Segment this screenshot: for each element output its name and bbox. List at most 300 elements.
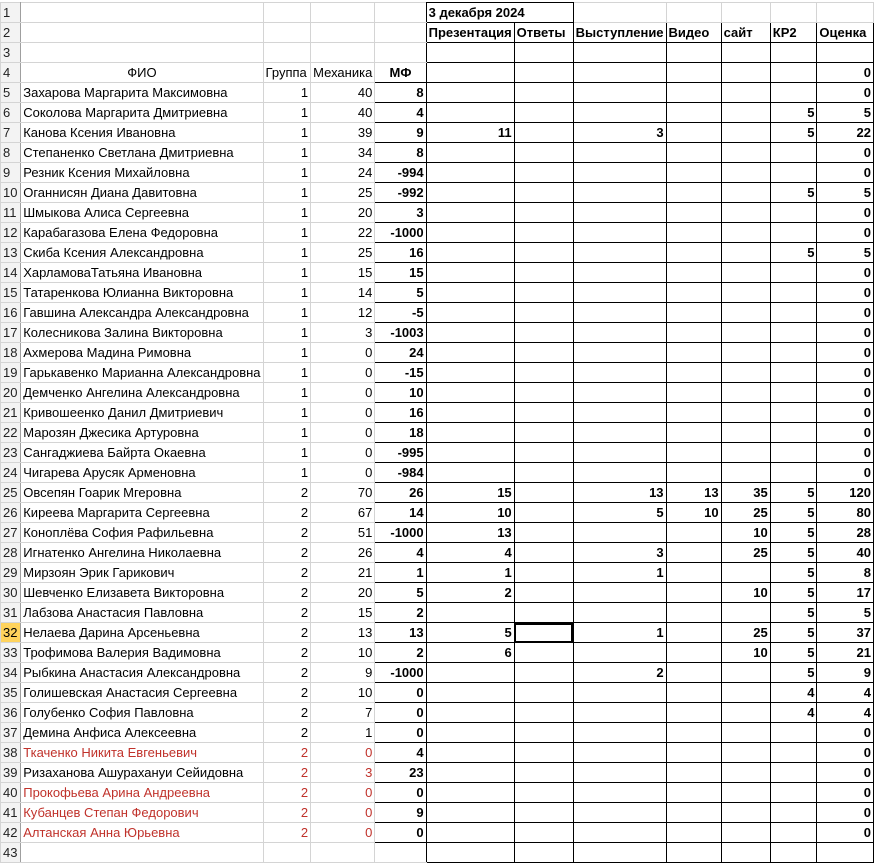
row-header[interactable]: 9 bbox=[1, 163, 21, 183]
cell-t[interactable]: 13 bbox=[573, 483, 666, 503]
cell-a[interactable] bbox=[514, 503, 573, 523]
cell-k[interactable]: 5 bbox=[770, 123, 817, 143]
cell-p[interactable] bbox=[426, 343, 514, 363]
cell-o[interactable]: 4 bbox=[817, 703, 874, 723]
cell-v[interactable] bbox=[666, 103, 721, 123]
cell-p[interactable] bbox=[426, 443, 514, 463]
cell-s[interactable] bbox=[721, 243, 770, 263]
cell-mech[interactable]: 15 bbox=[311, 263, 375, 283]
cell-mf[interactable]: 0 bbox=[375, 823, 426, 843]
cell-mf[interactable]: 0 bbox=[375, 703, 426, 723]
cell-t[interactable] bbox=[573, 823, 666, 843]
cell-s[interactable] bbox=[721, 263, 770, 283]
cell-fio[interactable]: Прокофьева Арина Андреевна bbox=[21, 783, 263, 803]
cell-mech[interactable]: 10 bbox=[311, 683, 375, 703]
cell-o[interactable]: 120 bbox=[817, 483, 874, 503]
cell-t[interactable] bbox=[573, 683, 666, 703]
cell-k[interactable]: 5 bbox=[770, 603, 817, 623]
cell-t[interactable] bbox=[573, 323, 666, 343]
cell-mech[interactable]: 0 bbox=[311, 423, 375, 443]
cell-mf[interactable]: -992 bbox=[375, 183, 426, 203]
cell-t[interactable] bbox=[573, 723, 666, 743]
cell-fio[interactable]: Гарькавенко Марианна Александровна bbox=[21, 363, 263, 383]
cell-group[interactable]: 2 bbox=[263, 743, 311, 763]
cell-s[interactable] bbox=[721, 683, 770, 703]
cell-a[interactable] bbox=[514, 583, 573, 603]
header-talk[interactable]: Выступление bbox=[573, 23, 666, 43]
cell-a[interactable] bbox=[514, 483, 573, 503]
cell-k[interactable] bbox=[770, 783, 817, 803]
cell-t[interactable] bbox=[573, 403, 666, 423]
cell-a[interactable] bbox=[514, 703, 573, 723]
cell-mf[interactable]: -1000 bbox=[375, 223, 426, 243]
cell-mech[interactable]: 34 bbox=[311, 143, 375, 163]
row-header[interactable]: 8 bbox=[1, 143, 21, 163]
cell-s[interactable]: 10 bbox=[721, 583, 770, 603]
header-fio[interactable]: ФИО bbox=[21, 63, 263, 83]
cell-group[interactable]: 1 bbox=[263, 223, 311, 243]
cell-t[interactable]: 3 bbox=[573, 123, 666, 143]
row-header[interactable]: 24 bbox=[1, 463, 21, 483]
cell-p[interactable] bbox=[426, 383, 514, 403]
cell-mech[interactable]: 0 bbox=[311, 383, 375, 403]
cell-v[interactable] bbox=[666, 623, 721, 643]
cell-k[interactable] bbox=[770, 403, 817, 423]
cell-a[interactable] bbox=[514, 423, 573, 443]
cell-fio[interactable]: Чигарева Арусяк Арменовна bbox=[21, 463, 263, 483]
cell-mech[interactable]: 70 bbox=[311, 483, 375, 503]
cell-fio[interactable]: Трофимова Валерия Вадимовна bbox=[21, 643, 263, 663]
cell-t[interactable] bbox=[573, 343, 666, 363]
cell-s[interactable] bbox=[721, 723, 770, 743]
cell-v[interactable] bbox=[666, 523, 721, 543]
cell-v[interactable] bbox=[666, 603, 721, 623]
cell-p[interactable] bbox=[426, 823, 514, 843]
cell-o[interactable]: 80 bbox=[817, 503, 874, 523]
cell-group[interactable]: 2 bbox=[263, 583, 311, 603]
cell-mech[interactable]: 20 bbox=[311, 203, 375, 223]
row-header[interactable]: 20 bbox=[1, 383, 21, 403]
cell-v[interactable] bbox=[666, 803, 721, 823]
cell-fio[interactable]: Колесникова Залина Викторовна bbox=[21, 323, 263, 343]
cell-group[interactable]: 1 bbox=[263, 383, 311, 403]
cell-o[interactable]: 0 bbox=[817, 403, 874, 423]
cell-t[interactable] bbox=[573, 383, 666, 403]
cell-group[interactable]: 2 bbox=[263, 523, 311, 543]
cell-mech[interactable]: 39 bbox=[311, 123, 375, 143]
cell-k[interactable] bbox=[770, 463, 817, 483]
cell-k[interactable]: 5 bbox=[770, 523, 817, 543]
cell-t[interactable] bbox=[573, 603, 666, 623]
cell-group[interactable]: 2 bbox=[263, 763, 311, 783]
cell-s[interactable] bbox=[721, 663, 770, 683]
cell-fio[interactable]: Сангаджиева Байрта Окаевна bbox=[21, 443, 263, 463]
cell-p[interactable] bbox=[426, 403, 514, 423]
cell-o[interactable]: 21 bbox=[817, 643, 874, 663]
cell-k[interactable] bbox=[770, 723, 817, 743]
cell-a[interactable] bbox=[514, 743, 573, 763]
row-header[interactable]: 39 bbox=[1, 763, 21, 783]
cell-s[interactable]: 10 bbox=[721, 523, 770, 543]
cell-group[interactable]: 1 bbox=[263, 183, 311, 203]
cell-o[interactable]: 0 bbox=[817, 423, 874, 443]
cell-p[interactable]: 10 bbox=[426, 503, 514, 523]
cell-fio[interactable]: Ткаченко Никита Евгеньевич bbox=[21, 743, 263, 763]
cell-k[interactable] bbox=[770, 743, 817, 763]
row-header[interactable]: 40 bbox=[1, 783, 21, 803]
row-header[interactable]: 34 bbox=[1, 663, 21, 683]
cell-k[interactable]: 5 bbox=[770, 663, 817, 683]
cell-v[interactable] bbox=[666, 783, 721, 803]
cell-s[interactable]: 25 bbox=[721, 503, 770, 523]
cell-a[interactable] bbox=[514, 523, 573, 543]
cell-mf[interactable]: -15 bbox=[375, 363, 426, 383]
cell-a[interactable] bbox=[514, 663, 573, 683]
row-header[interactable]: 4 bbox=[1, 63, 21, 83]
cell-mech[interactable]: 24 bbox=[311, 163, 375, 183]
cell-fio[interactable]: Кубанцев Степан Федорович bbox=[21, 803, 263, 823]
cell-a[interactable] bbox=[514, 723, 573, 743]
cell-a[interactable] bbox=[514, 363, 573, 383]
cell-mf[interactable]: 4 bbox=[375, 543, 426, 563]
cell-v[interactable] bbox=[666, 723, 721, 743]
cell-s[interactable] bbox=[721, 223, 770, 243]
cell-group[interactable]: 1 bbox=[263, 443, 311, 463]
cell-mech[interactable]: 3 bbox=[311, 323, 375, 343]
cell-mf[interactable]: -5 bbox=[375, 303, 426, 323]
cell-k[interactable] bbox=[770, 163, 817, 183]
cell-p[interactable] bbox=[426, 163, 514, 183]
cell-v[interactable] bbox=[666, 743, 721, 763]
cell-k[interactable]: 5 bbox=[770, 643, 817, 663]
cell-o[interactable]: 0 bbox=[817, 163, 874, 183]
row-header[interactable]: 28 bbox=[1, 543, 21, 563]
cell-p[interactable]: 13 bbox=[426, 523, 514, 543]
cell-p[interactable] bbox=[426, 283, 514, 303]
cell-k[interactable]: 5 bbox=[770, 183, 817, 203]
cell-group[interactable]: 2 bbox=[263, 603, 311, 623]
cell-fio[interactable]: Киреева Маргарита Сергеевна bbox=[21, 503, 263, 523]
cell-o[interactable]: 5 bbox=[817, 603, 874, 623]
cell-p[interactable] bbox=[426, 463, 514, 483]
cell-k[interactable]: 5 bbox=[770, 583, 817, 603]
cell-group[interactable]: 2 bbox=[263, 543, 311, 563]
cell-p[interactable] bbox=[426, 323, 514, 343]
cell-s[interactable] bbox=[721, 403, 770, 423]
header-group[interactable]: Группа bbox=[263, 63, 311, 83]
cell-fio[interactable]: Ахмерова Мадина Римовна bbox=[21, 343, 263, 363]
cell-p[interactable]: 6 bbox=[426, 643, 514, 663]
cell-s[interactable] bbox=[721, 443, 770, 463]
cell-mf[interactable]: 26 bbox=[375, 483, 426, 503]
cell-fio[interactable]: Нелаева Дарина Арсеньевна bbox=[21, 623, 263, 643]
cell-k[interactable] bbox=[770, 143, 817, 163]
cell-group[interactable]: 1 bbox=[263, 263, 311, 283]
row-header[interactable]: 23 bbox=[1, 443, 21, 463]
cell-t[interactable] bbox=[573, 783, 666, 803]
row-header[interactable]: 1 bbox=[1, 3, 21, 23]
cell-group[interactable]: 2 bbox=[263, 683, 311, 703]
row-header[interactable]: 26 bbox=[1, 503, 21, 523]
cell-s[interactable] bbox=[721, 563, 770, 583]
cell-s[interactable] bbox=[721, 603, 770, 623]
cell-group[interactable]: 2 bbox=[263, 643, 311, 663]
cell-v[interactable] bbox=[666, 223, 721, 243]
cell-o[interactable]: 17 bbox=[817, 583, 874, 603]
cell-o[interactable]: 0 bbox=[817, 203, 874, 223]
cell-mech[interactable]: 20 bbox=[311, 583, 375, 603]
cell-v[interactable] bbox=[666, 243, 721, 263]
cell-mf[interactable]: 18 bbox=[375, 423, 426, 443]
cell-fio[interactable]: Коноплёва София Рафильевна bbox=[21, 523, 263, 543]
cell-group[interactable]: 2 bbox=[263, 703, 311, 723]
cell-t[interactable]: 1 bbox=[573, 623, 666, 643]
row-header[interactable]: 25 bbox=[1, 483, 21, 503]
cell-mf[interactable]: 5 bbox=[375, 583, 426, 603]
cell-a[interactable] bbox=[514, 203, 573, 223]
row-header[interactable]: 30 bbox=[1, 583, 21, 603]
cell-v[interactable] bbox=[666, 83, 721, 103]
cell-mech[interactable]: 3 bbox=[311, 763, 375, 783]
cell-v[interactable] bbox=[666, 303, 721, 323]
cell-p[interactable] bbox=[426, 243, 514, 263]
row-header[interactable]: 31 bbox=[1, 603, 21, 623]
cell-mech[interactable]: 1 bbox=[311, 723, 375, 743]
cell-group[interactable]: 1 bbox=[263, 283, 311, 303]
cell-fio[interactable]: Мирзоян Эрик Гарикович bbox=[21, 563, 263, 583]
row-header[interactable]: 15 bbox=[1, 283, 21, 303]
cell-mech[interactable]: 51 bbox=[311, 523, 375, 543]
cell-fio[interactable]: Лабзова Анастасия Павловна bbox=[21, 603, 263, 623]
cell-t[interactable] bbox=[573, 523, 666, 543]
cell-v[interactable] bbox=[666, 123, 721, 143]
row-header[interactable]: 10 bbox=[1, 183, 21, 203]
cell-t[interactable] bbox=[573, 203, 666, 223]
cell-mech[interactable]: 15 bbox=[311, 603, 375, 623]
cell-s[interactable] bbox=[721, 703, 770, 723]
cell-a[interactable] bbox=[514, 783, 573, 803]
cell-mech[interactable]: 7 bbox=[311, 703, 375, 723]
cell-fio[interactable]: Марозян Джесика Артуровна bbox=[21, 423, 263, 443]
cell-v[interactable] bbox=[666, 283, 721, 303]
cell-mf[interactable]: 8 bbox=[375, 143, 426, 163]
cell-k[interactable]: 5 bbox=[770, 563, 817, 583]
cell-k[interactable] bbox=[770, 203, 817, 223]
cell-s[interactable]: 35 bbox=[721, 483, 770, 503]
cell-a[interactable] bbox=[514, 543, 573, 563]
cell-mf[interactable]: 1 bbox=[375, 563, 426, 583]
row-header[interactable]: 7 bbox=[1, 123, 21, 143]
cell-s[interactable] bbox=[721, 343, 770, 363]
cell-p[interactable] bbox=[426, 603, 514, 623]
cell-v[interactable] bbox=[666, 263, 721, 283]
cell-k[interactable]: 5 bbox=[770, 103, 817, 123]
cell-mf[interactable]: 0 bbox=[375, 723, 426, 743]
cell-o[interactable]: 0 bbox=[817, 263, 874, 283]
row-header[interactable]: 11 bbox=[1, 203, 21, 223]
cell-fio[interactable]: Демина Анфиса Алексеевна bbox=[21, 723, 263, 743]
cell-a[interactable] bbox=[514, 803, 573, 823]
cell-mf[interactable]: -994 bbox=[375, 163, 426, 183]
cell-fio[interactable]: Шевченко Елизавета Викторовна bbox=[21, 583, 263, 603]
cell-mf[interactable]: 9 bbox=[375, 803, 426, 823]
cell-mf[interactable]: 5 bbox=[375, 283, 426, 303]
cell-v[interactable] bbox=[666, 423, 721, 443]
cell-p[interactable] bbox=[426, 683, 514, 703]
cell-a[interactable] bbox=[514, 183, 573, 203]
cell-group[interactable]: 2 bbox=[263, 663, 311, 683]
cell-t[interactable] bbox=[573, 183, 666, 203]
cell-group[interactable]: 2 bbox=[263, 783, 311, 803]
cell-group[interactable]: 2 bbox=[263, 823, 311, 843]
cell-t[interactable]: 5 bbox=[573, 503, 666, 523]
row-header[interactable]: 12 bbox=[1, 223, 21, 243]
cell-s[interactable]: 25 bbox=[721, 543, 770, 563]
cell-p[interactable] bbox=[426, 763, 514, 783]
row-header[interactable]: 17 bbox=[1, 323, 21, 343]
cell-o[interactable]: 0 bbox=[817, 823, 874, 843]
cell-v[interactable] bbox=[666, 583, 721, 603]
cell-v[interactable] bbox=[666, 383, 721, 403]
cell-k[interactable]: 5 bbox=[770, 623, 817, 643]
cell-mech[interactable]: 14 bbox=[311, 283, 375, 303]
cell-group[interactable]: 2 bbox=[263, 723, 311, 743]
cell-mf[interactable]: 0 bbox=[375, 783, 426, 803]
header-mech[interactable]: Механика bbox=[311, 63, 375, 83]
cell-fio[interactable]: Карабагазова Елена Федоровна bbox=[21, 223, 263, 243]
cell-mf[interactable]: 14 bbox=[375, 503, 426, 523]
cell-mech[interactable]: 0 bbox=[311, 783, 375, 803]
cell-group[interactable]: 1 bbox=[263, 323, 311, 343]
cell-mech[interactable]: 0 bbox=[311, 463, 375, 483]
cell-p[interactable] bbox=[426, 143, 514, 163]
cell-mf[interactable]: 4 bbox=[375, 743, 426, 763]
header-mf[interactable]: МФ bbox=[375, 63, 426, 83]
cell-o[interactable]: 0 bbox=[817, 723, 874, 743]
cell-s[interactable] bbox=[721, 463, 770, 483]
cell-t[interactable] bbox=[573, 583, 666, 603]
cell-a[interactable] bbox=[514, 643, 573, 663]
cell-p[interactable] bbox=[426, 223, 514, 243]
cell-p[interactable] bbox=[426, 783, 514, 803]
cell-fio[interactable]: Татаренкова Юлианна Викторовна bbox=[21, 283, 263, 303]
cell-o[interactable]: 0 bbox=[817, 283, 874, 303]
cell-p[interactable]: 2 bbox=[426, 583, 514, 603]
row-header[interactable]: 27 bbox=[1, 523, 21, 543]
cell-group[interactable]: 1 bbox=[263, 83, 311, 103]
cell-o[interactable]: 9 bbox=[817, 663, 874, 683]
cell-o[interactable]: 5 bbox=[817, 243, 874, 263]
cell-v[interactable] bbox=[666, 683, 721, 703]
date-title-cell[interactable]: 3 декабря 2024 bbox=[426, 3, 573, 23]
cell-a[interactable] bbox=[514, 823, 573, 843]
cell-t[interactable] bbox=[573, 263, 666, 283]
cell-group[interactable]: 1 bbox=[263, 303, 311, 323]
cell-p[interactable] bbox=[426, 723, 514, 743]
cell-group[interactable]: 1 bbox=[263, 103, 311, 123]
row-header[interactable]: 35 bbox=[1, 683, 21, 703]
cell-a[interactable] bbox=[514, 243, 573, 263]
row-header[interactable]: 21 bbox=[1, 403, 21, 423]
cell-group[interactable]: 1 bbox=[263, 203, 311, 223]
cell-p[interactable] bbox=[426, 83, 514, 103]
cell-mf[interactable]: 15 bbox=[375, 263, 426, 283]
row-header[interactable]: 14 bbox=[1, 263, 21, 283]
cell-t[interactable]: 1 bbox=[573, 563, 666, 583]
cell-k[interactable] bbox=[770, 343, 817, 363]
cell-s[interactable] bbox=[721, 183, 770, 203]
cell-s[interactable] bbox=[721, 323, 770, 343]
cell-s[interactable] bbox=[721, 383, 770, 403]
cell-a[interactable] bbox=[514, 463, 573, 483]
cell-s[interactable] bbox=[721, 823, 770, 843]
cell-group[interactable]: 1 bbox=[263, 463, 311, 483]
header-site[interactable]: сайт bbox=[721, 23, 770, 43]
cell-mech[interactable]: 0 bbox=[311, 743, 375, 763]
cell-mech[interactable]: 67 bbox=[311, 503, 375, 523]
cell-a[interactable] bbox=[514, 563, 573, 583]
cell-a[interactable] bbox=[514, 223, 573, 243]
cell-t[interactable] bbox=[573, 423, 666, 443]
cell-p[interactable]: 5 bbox=[426, 623, 514, 643]
cell-fio[interactable]: Гавшина Александра Александровна bbox=[21, 303, 263, 323]
cell-fio[interactable]: Скиба Ксения Александровна bbox=[21, 243, 263, 263]
cell-s[interactable] bbox=[721, 123, 770, 143]
cell-group[interactable]: 2 bbox=[263, 503, 311, 523]
cell-mech[interactable]: 40 bbox=[311, 83, 375, 103]
cell-p[interactable] bbox=[426, 203, 514, 223]
cell-p[interactable] bbox=[426, 183, 514, 203]
cell-mf[interactable]: 3 bbox=[375, 203, 426, 223]
cell-p[interactable] bbox=[426, 263, 514, 283]
cell-mf[interactable]: 16 bbox=[375, 403, 426, 423]
cell-s[interactable] bbox=[721, 163, 770, 183]
row-header[interactable]: 5 bbox=[1, 83, 21, 103]
cell-a[interactable] bbox=[514, 763, 573, 783]
header-presentation[interactable]: Презентация bbox=[426, 23, 514, 43]
cell-o[interactable]: 0 bbox=[817, 383, 874, 403]
cell-a[interactable] bbox=[514, 343, 573, 363]
cell-mech[interactable]: 0 bbox=[311, 823, 375, 843]
cell-group[interactable]: 1 bbox=[263, 143, 311, 163]
cell-a[interactable] bbox=[514, 263, 573, 283]
header-grade[interactable]: Оценка bbox=[817, 23, 874, 43]
cell-k[interactable] bbox=[770, 223, 817, 243]
cell-v[interactable] bbox=[666, 323, 721, 343]
cell-v[interactable] bbox=[666, 663, 721, 683]
cell-fio[interactable]: Соколова Маргарита Дмитриевна bbox=[21, 103, 263, 123]
cell-p[interactable]: 11 bbox=[426, 123, 514, 143]
cell-k[interactable] bbox=[770, 83, 817, 103]
cell-k[interactable] bbox=[770, 303, 817, 323]
cell-k[interactable]: 5 bbox=[770, 483, 817, 503]
cell-fio[interactable]: Канова Ксения Ивановна bbox=[21, 123, 263, 143]
cell-mech[interactable]: 13 bbox=[311, 623, 375, 643]
cell-group[interactable]: 1 bbox=[263, 343, 311, 363]
cell-k[interactable] bbox=[770, 263, 817, 283]
cell-p[interactable] bbox=[426, 303, 514, 323]
cell-group[interactable]: 2 bbox=[263, 803, 311, 823]
cell-mech[interactable]: 26 bbox=[311, 543, 375, 563]
cell-v[interactable]: 13 bbox=[666, 483, 721, 503]
row-header[interactable]: 41 bbox=[1, 803, 21, 823]
cell-s[interactable]: 10 bbox=[721, 643, 770, 663]
cell-mf[interactable]: 4 bbox=[375, 103, 426, 123]
cell-o[interactable]: 0 bbox=[817, 143, 874, 163]
cell-v[interactable] bbox=[666, 443, 721, 463]
cell-v[interactable] bbox=[666, 163, 721, 183]
cell-k[interactable]: 5 bbox=[770, 243, 817, 263]
